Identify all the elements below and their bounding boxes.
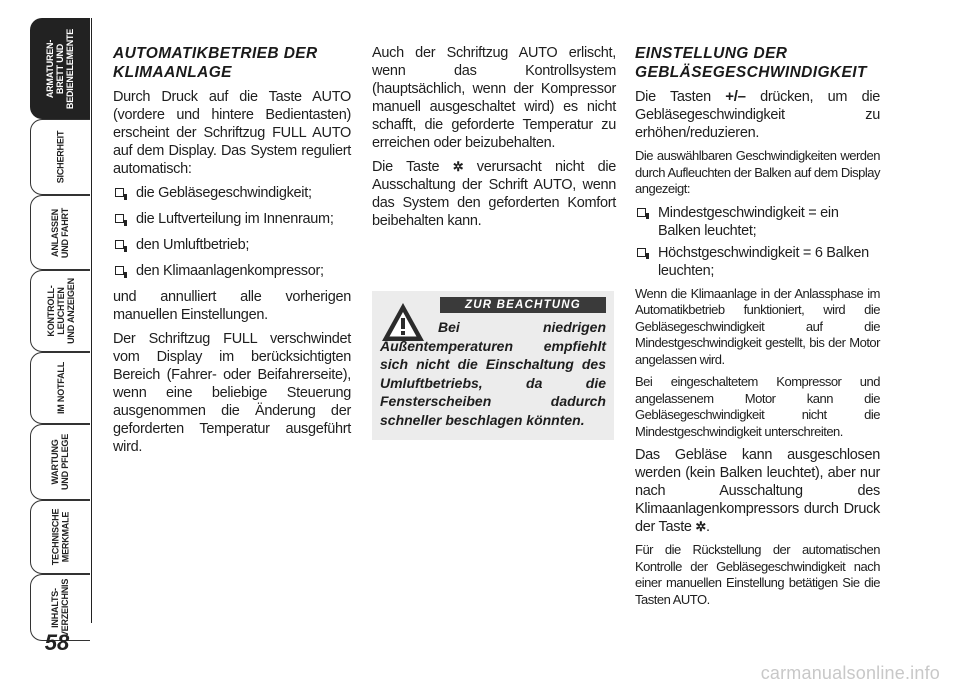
fan-icon: ✲ [452,159,464,174]
checkbox-bullet-icon [115,188,124,197]
list-item: die Gebläsegeschwindigkeit; [113,184,351,202]
column-automatikbetrieb [113,44,351,462]
paragraph: Die Tasten +/– drücken, um die Gebläsegeschwindigkeit zu erhöhen/reduzieren. [635,88,881,141]
warning-badge: ZUR BEACHTUNG [440,297,606,313]
checkbox-bullet-icon [637,248,646,257]
tab-kontrollleuchten[interactable] [30,270,90,352]
checkbox-bullet-icon [115,240,124,249]
list-item: den Umluftbetrieb; [113,236,351,254]
chapter-tabs [30,18,92,637]
plus-minus-keys: +/– [725,88,746,105]
tab-label: ANLASSEN UND FAHRT [50,207,71,258]
tab-label: WARTUNG UND PFLEGE [50,433,71,491]
column-middle [372,44,616,236]
tab-label: INHALTS- VERZEICHNIS [50,578,71,637]
fan-icon: ✲ [695,519,707,534]
page-number: 58 [44,630,70,655]
watermark: carmanualsonline.info [760,663,940,683]
section-heading: AUTOMATIKBETRIEB DER KLIMAANLAGE [113,45,318,81]
checkbox-bullet-icon [115,214,124,223]
list-item: Höchstgeschwindigkeit = 6 Balken leuchten; [635,244,880,280]
paragraph: Bei eingeschaltetem Kompressor und angelassenem Motor kann die Gebläsegeschwindigkeit nicht die Mindestgeschwindigkeit unterschreiten. [635,374,880,439]
column-geblaesegeschwindigkeit [635,44,880,614]
tab-label: TECHNISCHE MERKMALE [50,508,71,566]
tab-label: KONTROLL- LEUCHTEN UND ANZEIGEN [45,278,76,344]
tab-label: ARMATUREN- BRETT UND BEDIENELEMENTE [45,28,76,109]
list-item: Mindestgeschwindigkeit = ein Balken leuchtet; [635,204,880,240]
paragraph: Auch der Schriftzug AUTO erlischt, wenn das Kontrollsystem (hauptsächlich, wenn der Kompressor manuell ausgeschaltet wird) es nicht schafft, die geforderte Temperatur zu erreichen oder beizubehalten. [372,45,616,151]
paragraph: Für die Rückstellung der automatischen Kontrolle der Gebläsegeschwindigkeit nach einer manuellen Einstellung betätigen Sie die Tasten AUTO. [635,542,880,607]
paragraph: Das Gebläse kann ausgeschlosen werden (kein Balken leuchtet), aber nur nach Ausschaltung des Klimaanlagenkompressors durch Druck der Taste ✲. [635,447,880,535]
warning-text: Bei niedrigen Außentemperaturen empfiehlt sich nicht die Einschaltung des Umluftbetriebs, da die Fensterscheiben dadurch schneller beschlagen könnten. [380,319,606,428]
checkbox-bullet-icon [637,208,646,217]
paragraph: und annulliert alle vorherigen manuellen Einstellungen. [113,289,351,323]
tab-im-notfall[interactable] [30,352,90,424]
list-item: den Klimaanlagenkompressor; [113,262,351,280]
tab-label: SICHERHEIT [55,130,66,184]
paragraph: Durch Druck auf die Taste AUTO (vordere und hintere Bedientasten) erscheint der Schriftzug FULL AUTO auf dem Display. Das System reguliert automatisch: [113,89,351,177]
warning-box [372,291,614,440]
paragraph: Die Taste ✲ verursacht nicht die Ausschaltung der Schrift AUTO, wenn das System den geforderten Komfort beibehalten kann. [372,159,617,229]
tab-anlassen[interactable] [30,195,90,270]
paragraph: Der Schriftzug FULL verschwindet vom Display im berücksichtigten Bereich (Fahrer- oder Beifahrerseite), wenn eine beliebige Steuerung ausgenommen die Änderung der geforderten Temperatur ausgeführt wird. [113,331,351,455]
tab-wartung[interactable] [30,424,90,500]
bullet-list [113,184,351,280]
tab-technische-merkmale[interactable] [30,500,90,574]
checkbox-bullet-icon [115,266,124,275]
bullet-list [635,204,880,280]
paragraph: Die auswählbaren Geschwindigkeiten werden durch Aufleuchten der Balken auf dem Display angezeigt: [635,148,880,196]
tab-sicherheit[interactable] [30,119,90,195]
section-heading: EINSTELLUNG DER GEBLÄSEGESCHWINDIGKEIT [635,45,867,81]
list-item: die Luftverteilung im Innenraum; [113,210,351,228]
tab-armaturenbrett[interactable] [30,18,90,119]
tab-label: IM NOTFALL [55,362,66,414]
paragraph: Wenn die Klimaanlage in der Anlassphase im Automatikbetrieb funktioniert, wird die Gebläsegeschwindigkeit auf die Mindestgeschwindigkeit gestellt, bis der Motor angelassen wird. [635,285,880,367]
